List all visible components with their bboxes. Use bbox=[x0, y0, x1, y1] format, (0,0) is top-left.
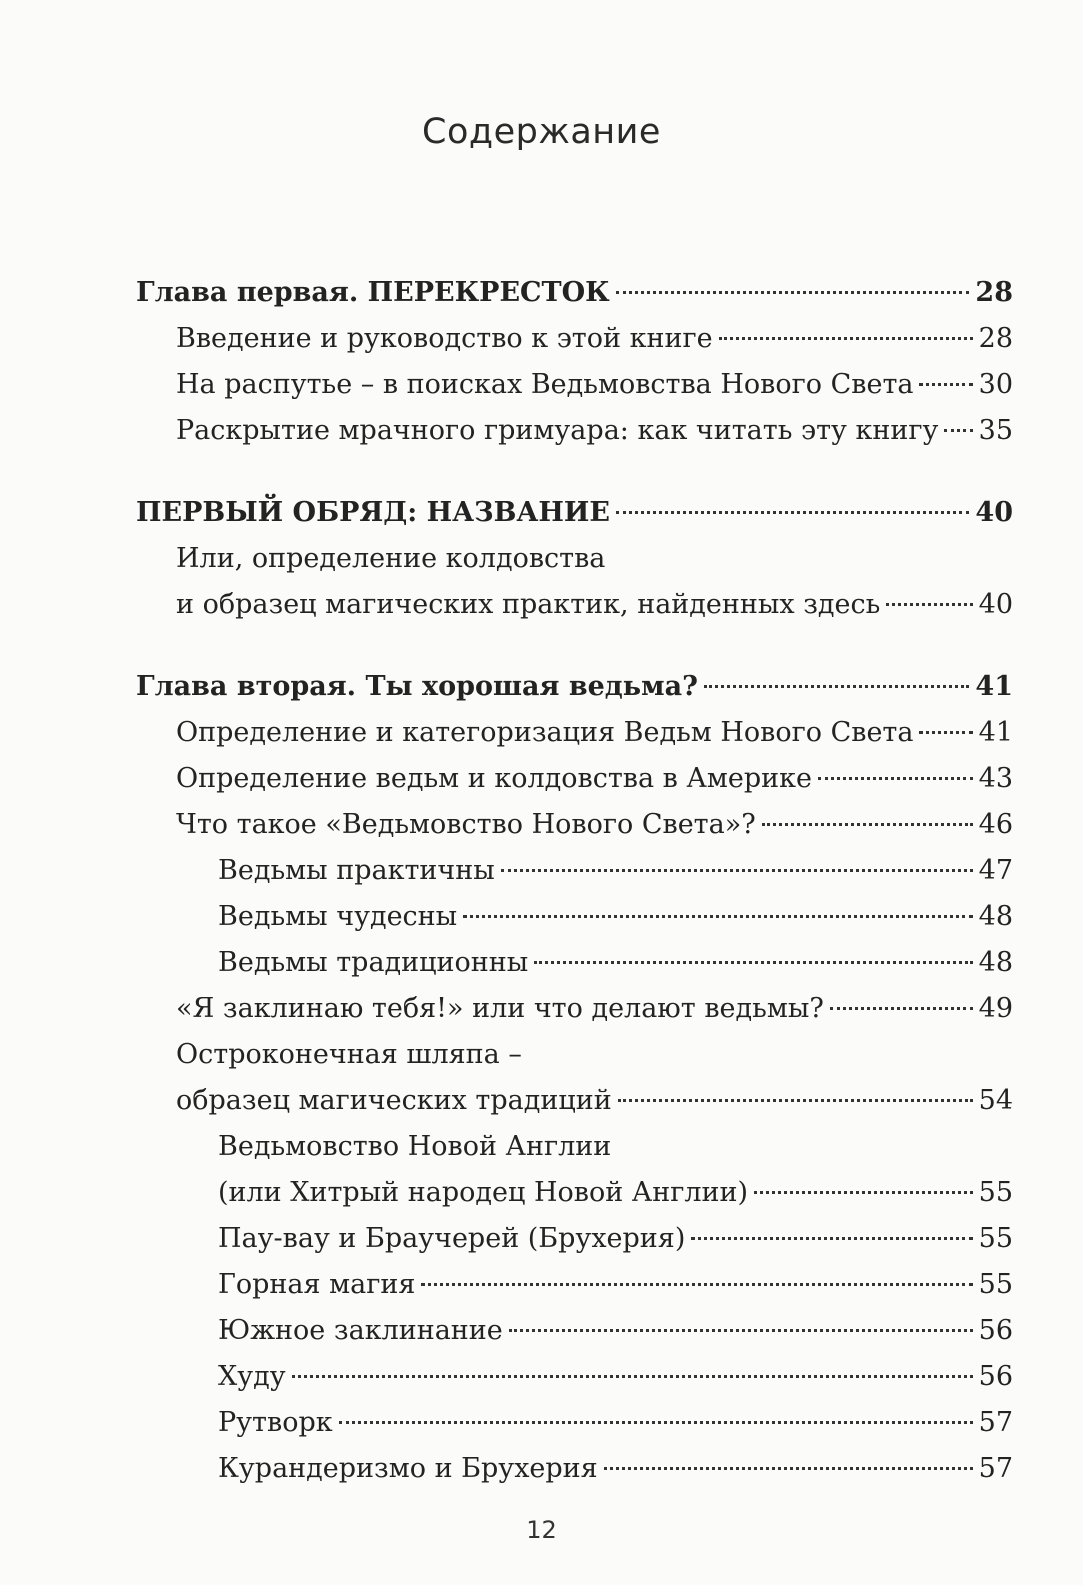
leader-dots bbox=[292, 1375, 973, 1378]
leader-dots bbox=[754, 1191, 973, 1194]
toc-entry bbox=[136, 1170, 1013, 1216]
leader-dots bbox=[944, 429, 972, 432]
toc-entry bbox=[136, 1308, 1013, 1354]
toc-entry-text: Определение ведьм и колдовства в Америке bbox=[176, 763, 812, 794]
toc-entry bbox=[136, 362, 1013, 408]
toc-entry bbox=[136, 848, 1013, 894]
page-title: Содержание bbox=[422, 112, 661, 152]
leader-dots bbox=[604, 1467, 973, 1470]
toc-entry-page: 48 bbox=[978, 947, 1013, 978]
toc-entry-text: Что такое «Ведьмовство Нового Света»? bbox=[176, 809, 756, 840]
toc-entry-text: «Я заклинаю тебя!» или что делают ведьмы? bbox=[176, 993, 824, 1024]
toc-entry-page: 40 bbox=[978, 589, 1013, 620]
page-number: 12 bbox=[526, 1516, 557, 1544]
leader-dots bbox=[509, 1329, 973, 1332]
toc-entry bbox=[136, 756, 1013, 802]
leader-dots bbox=[421, 1283, 972, 1286]
toc-entry-page: 55 bbox=[978, 1223, 1013, 1254]
toc-entry-text: Ведьмы практичны bbox=[218, 855, 495, 886]
toc-entry bbox=[136, 1446, 1013, 1492]
toc-entry-text: Южное заклинание bbox=[218, 1315, 503, 1346]
leader-dots bbox=[886, 603, 972, 606]
leader-dots bbox=[616, 291, 970, 294]
toc-entry-page: 46 bbox=[978, 809, 1013, 840]
toc-entry bbox=[136, 1216, 1013, 1262]
table-of-contents bbox=[136, 270, 1013, 1492]
toc-entry-page: 54 bbox=[978, 1085, 1013, 1116]
leader-dots bbox=[830, 1007, 973, 1010]
toc-entry bbox=[136, 664, 1013, 710]
leader-dots bbox=[919, 383, 972, 386]
toc-entry bbox=[136, 408, 1013, 454]
toc-entry-page: 41 bbox=[975, 671, 1013, 702]
toc-entry bbox=[136, 1078, 1013, 1124]
toc-entry bbox=[136, 986, 1013, 1032]
toc-entry-text: Раскрытие мрачного гримуара: как читать эту книгу bbox=[176, 415, 939, 446]
toc-entry-text: ПЕРВЫЙ ОБРЯД: НАЗВАНИЕ bbox=[136, 497, 611, 528]
toc-entry-text: Ведьмы чудесны bbox=[218, 901, 458, 932]
leader-dots bbox=[618, 1099, 973, 1102]
leader-dots bbox=[762, 823, 973, 826]
toc-entry-text: Остроконечная шляпа – bbox=[176, 1039, 522, 1070]
toc-entry-text: Ведьмовство Новой Англии bbox=[218, 1131, 612, 1162]
toc-entry-first-line bbox=[136, 1124, 1013, 1170]
toc-entry-text: Или, определение колдовства bbox=[176, 543, 606, 574]
toc-entry-page: 55 bbox=[978, 1269, 1013, 1300]
leader-dots bbox=[501, 869, 973, 872]
leader-dots bbox=[463, 915, 972, 918]
toc-entry-first-line bbox=[136, 536, 1013, 582]
toc-entry-text: Горная магия bbox=[218, 1269, 416, 1300]
section-gap bbox=[136, 454, 1013, 490]
toc-entry-text: Введение и руководство к этой книге bbox=[176, 323, 713, 354]
toc-entry bbox=[136, 316, 1013, 362]
leader-dots bbox=[339, 1421, 973, 1424]
toc-entry-text: На распутье – в поисках Ведьмовства Нового Света bbox=[176, 369, 914, 400]
leader-dots bbox=[616, 511, 969, 514]
toc-entry-page: 28 bbox=[978, 323, 1013, 354]
toc-entry-first-line bbox=[136, 1032, 1013, 1078]
toc-entry bbox=[136, 710, 1013, 756]
toc-entry-text: образец магических традиций bbox=[176, 1085, 612, 1116]
toc-entry-page: 41 bbox=[978, 717, 1013, 748]
toc-entry-text: и образец магических практик, найденных здесь bbox=[176, 589, 881, 620]
leader-dots bbox=[534, 961, 972, 964]
toc-entry-text: Худу bbox=[218, 1361, 286, 1392]
toc-entry-text: (или Хитрый народец Новой Англии) bbox=[218, 1177, 749, 1208]
toc-entry bbox=[136, 940, 1013, 986]
toc-entry-page: 55 bbox=[978, 1177, 1013, 1208]
toc-entry-page: 56 bbox=[978, 1361, 1013, 1392]
toc-entry-page: 40 bbox=[975, 497, 1013, 528]
toc-entry-page: 57 bbox=[978, 1453, 1013, 1484]
toc-entry-page: 57 bbox=[978, 1407, 1013, 1438]
toc-entry-page: 35 bbox=[978, 415, 1013, 446]
section-gap bbox=[136, 628, 1013, 664]
leader-dots bbox=[919, 731, 972, 734]
leader-dots bbox=[818, 777, 973, 780]
toc-entry-text: Ведьмы традиционны bbox=[218, 947, 529, 978]
toc-entry bbox=[136, 270, 1013, 316]
toc-entry bbox=[136, 582, 1013, 628]
toc-entry-page: 48 bbox=[978, 901, 1013, 932]
toc-entry-page: 47 bbox=[978, 855, 1013, 886]
toc-entry-page: 30 bbox=[978, 369, 1013, 400]
toc-entry bbox=[136, 1400, 1013, 1446]
toc-entry-page: 43 bbox=[978, 763, 1013, 794]
toc-entry bbox=[136, 894, 1013, 940]
toc-entry bbox=[136, 802, 1013, 848]
toc-entry bbox=[136, 1354, 1013, 1400]
toc-entry-text: Курандеризмо и Брухерия bbox=[218, 1453, 598, 1484]
toc-entry-text: Определение и категоризация Ведьм Нового Света bbox=[176, 717, 914, 748]
leader-dots bbox=[719, 337, 973, 340]
leader-dots bbox=[691, 1237, 972, 1240]
toc-entry-page: 49 bbox=[978, 993, 1013, 1024]
toc-entry bbox=[136, 1262, 1013, 1308]
toc-entry bbox=[136, 490, 1013, 536]
toc-entry-text: Пау-вау и Браучерей (Брухерия) bbox=[218, 1223, 686, 1254]
toc-entry-text: Глава первая. ПЕРЕКРЕСТОК bbox=[136, 277, 610, 308]
toc-entry-page: 28 bbox=[975, 277, 1013, 308]
leader-dots bbox=[704, 685, 970, 688]
toc-entry-text: Глава вторая. Ты хорошая ведьма? bbox=[136, 671, 698, 702]
toc-entry-page: 56 bbox=[978, 1315, 1013, 1346]
toc-entry-text: Рутворк bbox=[218, 1407, 333, 1438]
